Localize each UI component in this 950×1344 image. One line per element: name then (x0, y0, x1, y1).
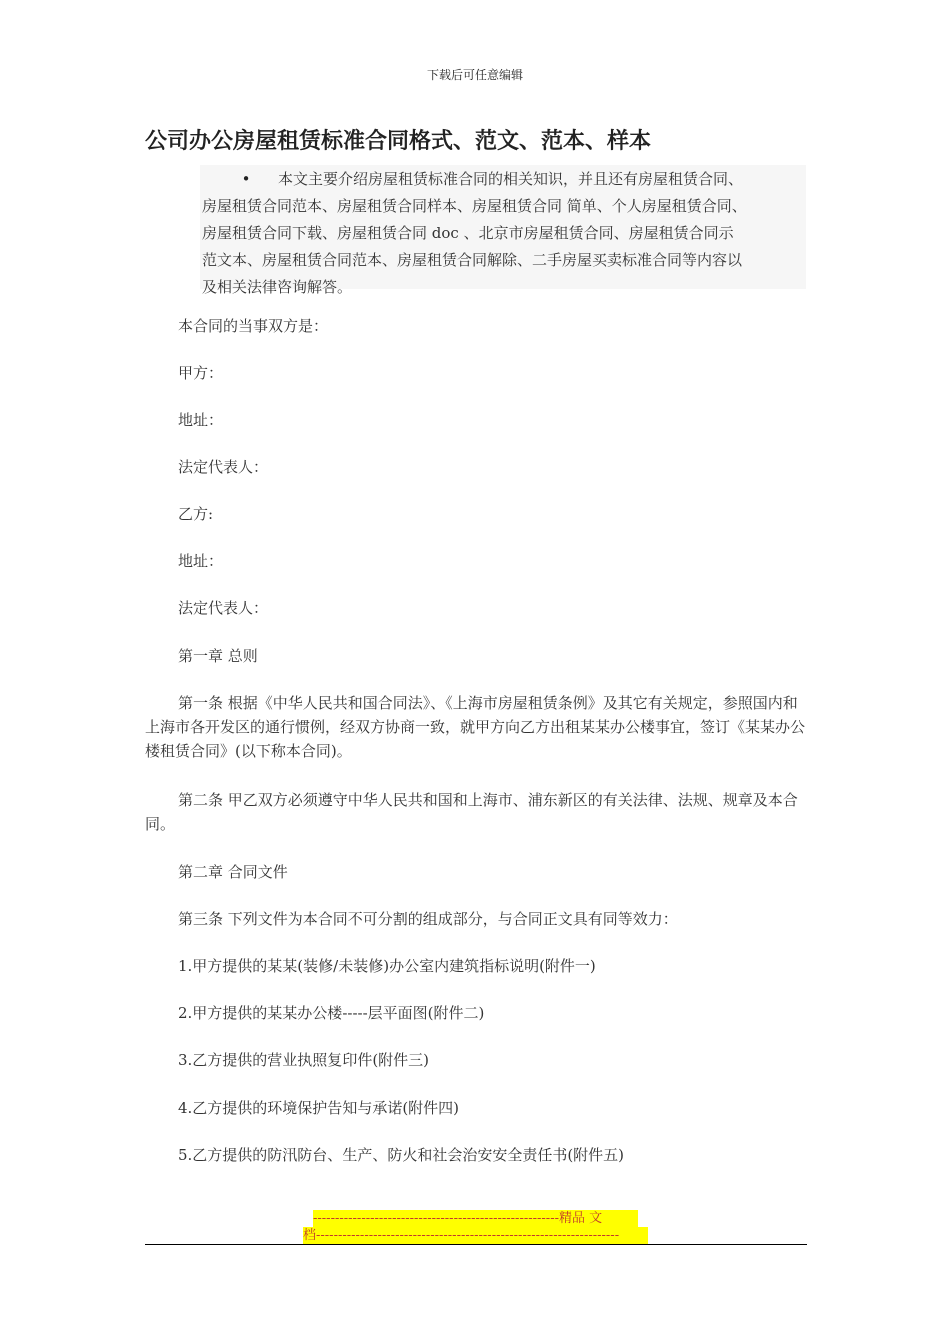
para-parties: 本合同的当事双方是： (178, 317, 329, 335)
footer-line-1: --------------------------------------------------------精品 文 (313, 1210, 638, 1228)
para-rep-a: 法定代表人： (178, 458, 269, 476)
bullet-icon: • (241, 170, 251, 188)
list-item-4: 4.乙方提供的环境保护告知与承诺(附件四) (178, 1099, 460, 1117)
document-title: 公司办公房屋租赁标准合同格式、范文、范本、样本 (145, 129, 652, 154)
list-item-5: 5.乙方提供的防汛防台、生产、防火和社会治安安全责任书(附件五) (178, 1146, 625, 1164)
summary-line-1: 本文主要介绍房屋租赁标准合同的相关知识，并且还有房屋租赁合同、 (278, 170, 744, 188)
chapter-2-heading: 第二章 合同文件 (178, 863, 288, 881)
para-address-b: 地址： (178, 552, 224, 570)
list-item-1: 1.甲方提供的某某(装修/未装修)办公室内建筑指标说明(附件一) (178, 957, 596, 975)
summary-line-4: 范文本、房屋租赁合同范本、房屋租赁合同解除、二手房屋买卖标准合同等内容以 (202, 251, 743, 269)
para-party-a: 甲方： (178, 364, 224, 382)
summary-line-2: 房屋租赁合同范本、房屋租赁合同样本、房屋租赁合同 简单、个人房屋租赁合同、 (202, 197, 747, 215)
article-3: 第三条 下列文件为本合同不可分割的组成部分，与合同正文具有同等效力： (178, 910, 678, 928)
list-item-3: 3.乙方提供的营业执照复印件(附件三) (178, 1051, 430, 1069)
summary-line-5: 及相关法律咨询解答。 (202, 278, 353, 296)
summary-text (202, 166, 808, 301)
para-party-b: 乙方: (178, 505, 214, 523)
para-rep-b: 法定代表人： (178, 599, 269, 617)
summary-line-3: 房屋租赁合同下载、房屋租赁合同 doc 、北京市房屋租赁合同、房屋租赁合同示 (202, 224, 734, 242)
list-item-2: 2.甲方提供的某某办公楼-----层平面图(附件二) (178, 1004, 485, 1022)
article-2: 第二条 甲乙双方必须遵守中华人民共和国和上海市、浦东新区的有关法律、法规、规章及本合同。 (145, 791, 798, 833)
header-note: 下载后可任意编辑 (426, 68, 523, 82)
chapter-1-heading: 第一章 总则 (178, 647, 258, 665)
footer-line-2: 档--------------------------------------------------------------------- (303, 1227, 648, 1245)
article-1: 第一条 根据《中华人民共和国合同法》、《上海市房屋租赁条例》及其它有关规定，参照国内和上海市各开发区的通行惯例，经双方协商一致，就甲方向乙方出租某某办公楼事宜，签订《某某办公楼租赁合同》(以下称本合同)。 (145, 694, 806, 760)
footer-divider (145, 1244, 807, 1245)
para-address-a: 地址： (178, 411, 224, 429)
